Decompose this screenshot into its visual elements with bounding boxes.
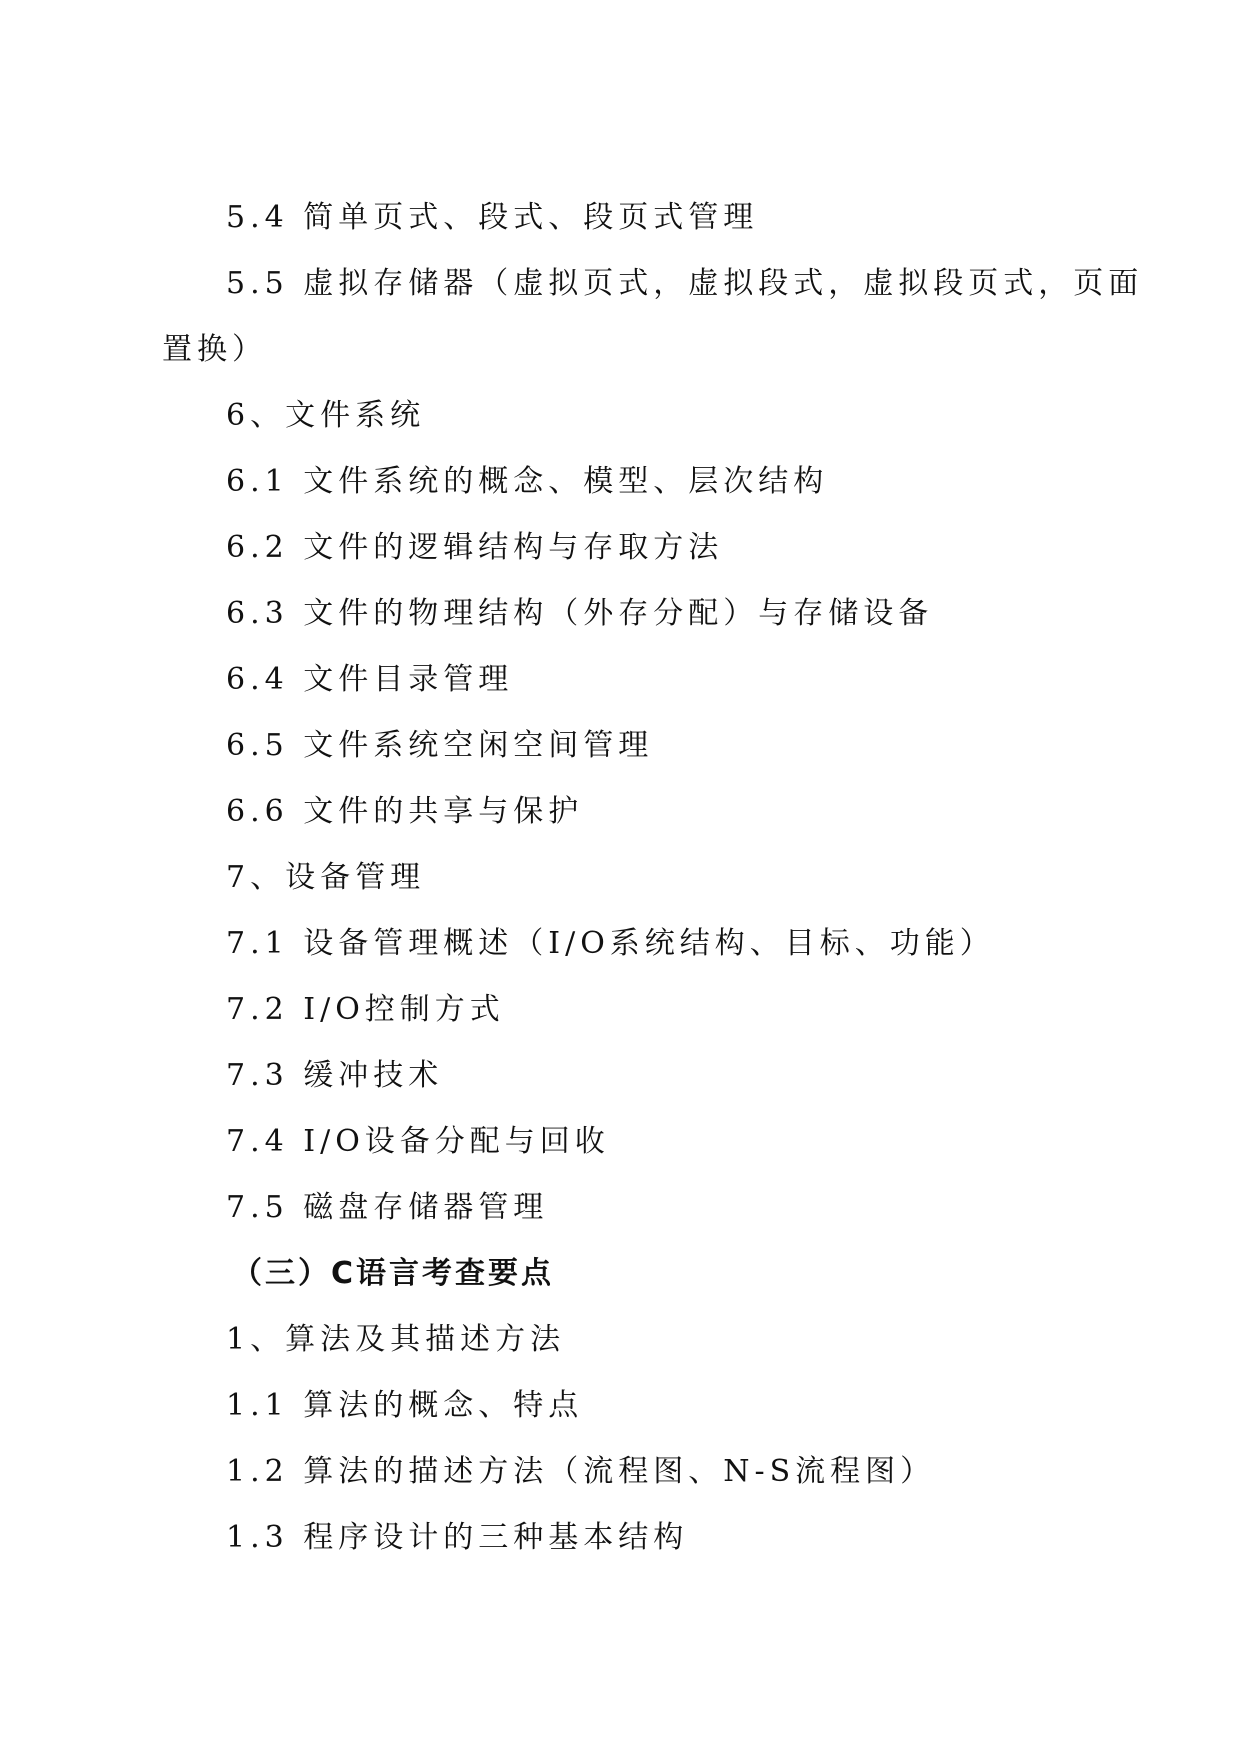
item-5-5: 5.5 虚拟存储器（虚拟页式，虚拟段式，虚拟段页式，页面 <box>226 266 1144 301</box>
section-6-title: 6、文件系统 <box>226 398 426 433</box>
c-item-1-2: 1.2 算法的描述方法（流程图、N-S流程图） <box>226 1454 936 1489</box>
item-7-1: 7.1 设备管理概述（I/O系统结构、目标、功能） <box>226 926 995 961</box>
section-7-title: 7、设备管理 <box>226 860 426 895</box>
c-section-1-title: 1、算法及其描述方法 <box>226 1322 566 1357</box>
item-6-1: 6.1 文件系统的概念、模型、层次结构 <box>226 464 829 499</box>
item-5-5-continued: 置换） <box>162 332 267 367</box>
item-6-4: 6.4 文件目录管理 <box>226 662 514 697</box>
item-7-5: 7.5 磁盘存储器管理 <box>226 1190 549 1225</box>
section-heading-c-language: （三）C语言考查要点 <box>232 1256 555 1291</box>
item-6-3: 6.3 文件的物理结构（外存分配）与存储设备 <box>226 596 934 631</box>
item-5-4: 5.4 简单页式、段式、段页式管理 <box>226 200 759 235</box>
item-6-5: 6.5 文件系统空闲空间管理 <box>226 728 654 763</box>
item-6-6: 6.6 文件的共享与保护 <box>226 794 584 829</box>
item-7-4: 7.4 I/O设备分配与回收 <box>226 1124 610 1159</box>
c-item-1-3: 1.3 程序设计的三种基本结构 <box>226 1520 689 1555</box>
c-item-1-1: 1.1 算法的概念、特点 <box>226 1388 584 1423</box>
item-6-2: 6.2 文件的逻辑结构与存取方法 <box>226 530 724 565</box>
item-7-3: 7.3 缓冲技术 <box>226 1058 444 1093</box>
item-7-2: 7.2 I/O控制方式 <box>226 992 505 1027</box>
